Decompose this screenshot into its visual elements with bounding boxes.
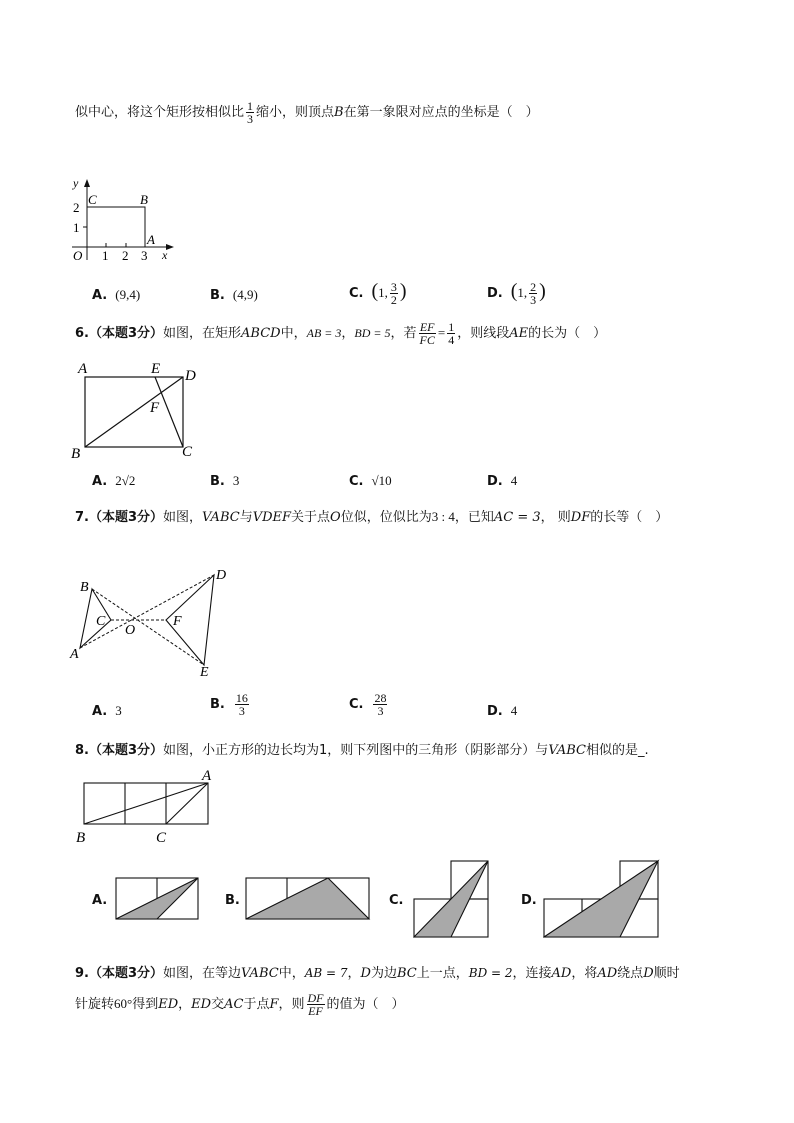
q8-text-b: 相似的是_. [585, 743, 649, 758]
q7-center: O [330, 510, 341, 525]
q7-tri2: VDEF [252, 510, 292, 525]
q9-frac-num: DF [307, 991, 324, 1005]
q7-option-b-den: 3 [238, 704, 245, 718]
q8-option-a[interactable] [92, 893, 115, 908]
q9-stem-line2 [75, 992, 405, 1017]
q6-option-d-value: 4 [510, 473, 518, 488]
q6-frac-den: FC [419, 333, 435, 347]
q5-text-b: 缩小，则顶点 [256, 105, 335, 120]
q7-text-d: 位似，位似比为 [340, 510, 432, 525]
q7-tri1: VABC [202, 510, 240, 525]
q9-angle: 60° [114, 996, 133, 1011]
q6-option-c-value: √10 [371, 473, 392, 488]
q5-option-c-label: C. [349, 286, 364, 301]
q6-rect: ABCD [241, 326, 281, 341]
q6-bd: BD = 5 [354, 326, 391, 340]
q7-option-c-den: 3 [377, 704, 384, 718]
q7-option-c-num: 28 [374, 691, 387, 705]
q8-option-c[interactable] [389, 893, 411, 908]
q8-option-b-label: B. [225, 893, 240, 908]
q6-ab: AB = 3 [306, 326, 342, 340]
q7-fig-F: F [173, 614, 182, 629]
q9-frac-den: EF [308, 1004, 323, 1018]
q6-fig-D: D [185, 368, 196, 384]
q9-sep: ， [347, 966, 361, 981]
q8-option-b-figure[interactable] [245, 877, 372, 921]
q8-option-c-figure[interactable] [413, 859, 491, 940]
q8-option-d-figure[interactable] [543, 859, 661, 940]
q5-ratio-num: 1 [247, 99, 254, 113]
q8-option-c-label: C. [389, 893, 404, 908]
q8-fig-C: C [156, 830, 167, 846]
q9-ed2: ED [191, 997, 212, 1012]
q8-tri: VABC [548, 743, 586, 758]
q5-fig-x: x [162, 248, 168, 262]
q5-coordinate-figure [66, 172, 186, 264]
q9-text-h: 顺时 [653, 966, 680, 981]
q9-text-b: 中， [278, 966, 305, 981]
q5-stem [75, 100, 539, 125]
q9-stem-line1 [75, 962, 680, 981]
q6-seg: AE [509, 326, 529, 341]
q9-line2-f: 的值为（ ） [326, 997, 405, 1012]
q6-option-a[interactable] [92, 473, 135, 489]
q7-option-a[interactable] [92, 703, 122, 719]
q7-text-c: 关于点 [291, 510, 331, 525]
q7-stem [75, 506, 668, 525]
q6-val-num: 1 [448, 320, 455, 334]
q8-option-a-label: A. [92, 893, 108, 908]
q5-fig-A: A [147, 232, 155, 247]
q6-text-b: 中， [280, 326, 307, 341]
q9-line2-d: 于点 [243, 997, 270, 1012]
q6-option-b-label: B. [210, 474, 225, 489]
q5-option-d-pre: 1, [517, 285, 528, 300]
q8-stem [75, 739, 649, 758]
q9-text-g: 绕点 [617, 966, 644, 981]
q6-option-b-value: 3 [232, 473, 240, 488]
q9-line2-e: ，则 [278, 997, 305, 1012]
q7-option-d-label: D. [487, 704, 503, 719]
q9-ed: ED [158, 997, 179, 1012]
q8-option-a-figure[interactable] [115, 877, 201, 921]
q7-ratio: 3 : 4 [431, 509, 455, 524]
q9-text-e: ，连接 [512, 966, 552, 981]
q9-line2-c: 交 [211, 997, 225, 1012]
q7-text-f: ， 则 [540, 510, 571, 525]
q6-rectangle-figure [68, 358, 208, 462]
q7-text-a: 如图， [163, 510, 203, 525]
q5-fig-tick1: 1 [73, 220, 80, 235]
q7-option-b[interactable] [210, 692, 251, 717]
q6-fig-E: E [151, 361, 161, 377]
q7-option-b-label: B. [210, 697, 225, 712]
q5-option-a-label: A. [92, 288, 108, 303]
q6-number: 6. [75, 326, 89, 341]
q6-sep1: ， [341, 326, 355, 341]
q6-text-d: ，则线段 [457, 326, 510, 341]
q7-option-a-label: A. [92, 704, 108, 719]
q6-text-c: ，若 [390, 326, 417, 341]
q8-text-a: 如图，小正方形的边长均为1，则下列图中的三角形（阴影部分）与 [163, 743, 549, 758]
q6-fig-F: F [150, 400, 160, 416]
q7-option-a-value: 3 [115, 703, 122, 718]
q7-text-g: 的长等（ ） [590, 510, 669, 525]
q8-meta: （本题3分） [88, 743, 164, 758]
q5-option-d-num: 2 [530, 280, 537, 294]
q7-text-b: 与 [239, 510, 253, 525]
q5-option-a-value: (9,4) [115, 287, 141, 302]
q7-fig-B: B [80, 580, 89, 595]
q6-option-c[interactable] [349, 473, 392, 489]
q7-fig-D: D [216, 568, 227, 583]
q9-d2: D [643, 966, 654, 981]
q5-option-b[interactable] [210, 287, 258, 303]
q9-number: 9. [75, 966, 89, 981]
q6-text-a: 如图，在矩形 [163, 326, 242, 341]
q7-fig-O: O [125, 623, 136, 638]
q5-option-b-value: (4,9) [232, 287, 258, 302]
q7-meta: （本题3分） [88, 510, 164, 525]
q7-homothety-figure [68, 562, 238, 680]
q6-option-c-label: C. [349, 474, 364, 489]
q7-option-d-value: 4 [510, 703, 518, 718]
q8-option-d-label: D. [521, 893, 537, 908]
q6-fig-C: C [182, 444, 193, 460]
q5-option-c-num: 3 [390, 280, 397, 294]
q5-ratio-den: 3 [247, 112, 254, 126]
q7-option-b-num: 16 [235, 691, 248, 705]
q5-fig-x3: 3 [141, 248, 148, 263]
q5-fig-x2: 2 [122, 248, 129, 263]
q6-fig-B: B [71, 446, 81, 462]
q5-fig-B: B [140, 192, 148, 207]
q7-fig-E: E [200, 665, 209, 680]
q5-point: B [334, 105, 344, 120]
q6-option-d-label: D. [487, 474, 503, 489]
q7-fig-C: C [96, 614, 106, 629]
q8-option-d[interactable] [521, 893, 545, 908]
q6-option-a-value: 2√2 [115, 473, 136, 488]
q5-option-d[interactable]: D. (1, $\frac{2}{3}$ ) [487, 280, 546, 307]
q5-fig-O: O [73, 248, 83, 263]
q5-fig-C: C [88, 192, 97, 207]
q5-fig-tick2: 2 [73, 200, 80, 215]
q7-option-c-label: C. [349, 697, 364, 712]
q8-fig-B: B [76, 830, 86, 846]
q5-option-c[interactable]: C. (1, $\frac{3}{2}$ ) [349, 280, 407, 307]
q9-line2-a: 针旋转 [75, 997, 115, 1012]
q5-text-c: 在第一象限对应点的坐标是（ ） [343, 105, 539, 120]
q5-option-d-den: 3 [530, 293, 537, 307]
q7-fig-A: A [70, 647, 79, 662]
q6-text-e: 的长为（ ） [528, 326, 607, 341]
q6-stem [75, 321, 606, 346]
q6-meta: （本题3分） [88, 326, 164, 341]
q7-number: 7. [75, 510, 89, 525]
q9-text-a: 如图，在等边 [163, 966, 242, 981]
q9-ac: AC [224, 997, 244, 1012]
q9-line2-b: 得到 [132, 997, 159, 1012]
q5-text-a: 似中心，将这个矩形按相似比 [75, 105, 245, 120]
q6-option-d[interactable] [487, 473, 517, 489]
q5-ratio-fraction [246, 100, 254, 125]
q9-text-f: ，将 [571, 966, 598, 981]
q7-df: DF [570, 510, 591, 525]
q5-option-d-label: D. [487, 286, 503, 301]
q6-frac-num: EF [419, 320, 435, 334]
q6-val-den: 4 [448, 333, 455, 347]
q6-fig-A: A [78, 361, 88, 377]
q9-meta: （本题3分） [88, 966, 164, 981]
q9-text-d: 上一点， [416, 966, 469, 981]
q5-fig-x1: 1 [102, 248, 109, 263]
q5-option-c-pre: 1, [378, 285, 388, 300]
q7-ac: AC = 3 [493, 510, 541, 525]
q8-grid-figure [72, 765, 222, 847]
q7-option-d[interactable] [487, 703, 517, 719]
q8-number: 8. [75, 743, 89, 758]
q6-option-a-label: A. [92, 474, 108, 489]
q9-ad: AD [551, 966, 572, 981]
q9-bc: BC [396, 966, 417, 981]
q7-option-c[interactable] [349, 692, 389, 717]
q9-ad2: AD [597, 966, 618, 981]
q6-option-b[interactable] [210, 473, 239, 489]
q9-bd: BD = 2 [468, 966, 513, 980]
q9-f: F [269, 997, 279, 1012]
q9-tri: VABC [241, 966, 279, 981]
q9-ab: AB = 7 [304, 966, 348, 980]
q9-text-c: 为边 [370, 966, 397, 981]
q9-sep2: ， [178, 997, 192, 1012]
q5-fig-y: y [73, 176, 79, 190]
q5-option-a[interactable] [92, 287, 140, 303]
q5-option-c-den: 2 [390, 293, 397, 307]
q8-fig-A: A [202, 768, 212, 784]
q5-option-b-label: B. [210, 288, 225, 303]
q7-text-e: ，已知 [454, 510, 494, 525]
q9-d: D [360, 966, 371, 981]
q6-eq: = [437, 325, 446, 340]
